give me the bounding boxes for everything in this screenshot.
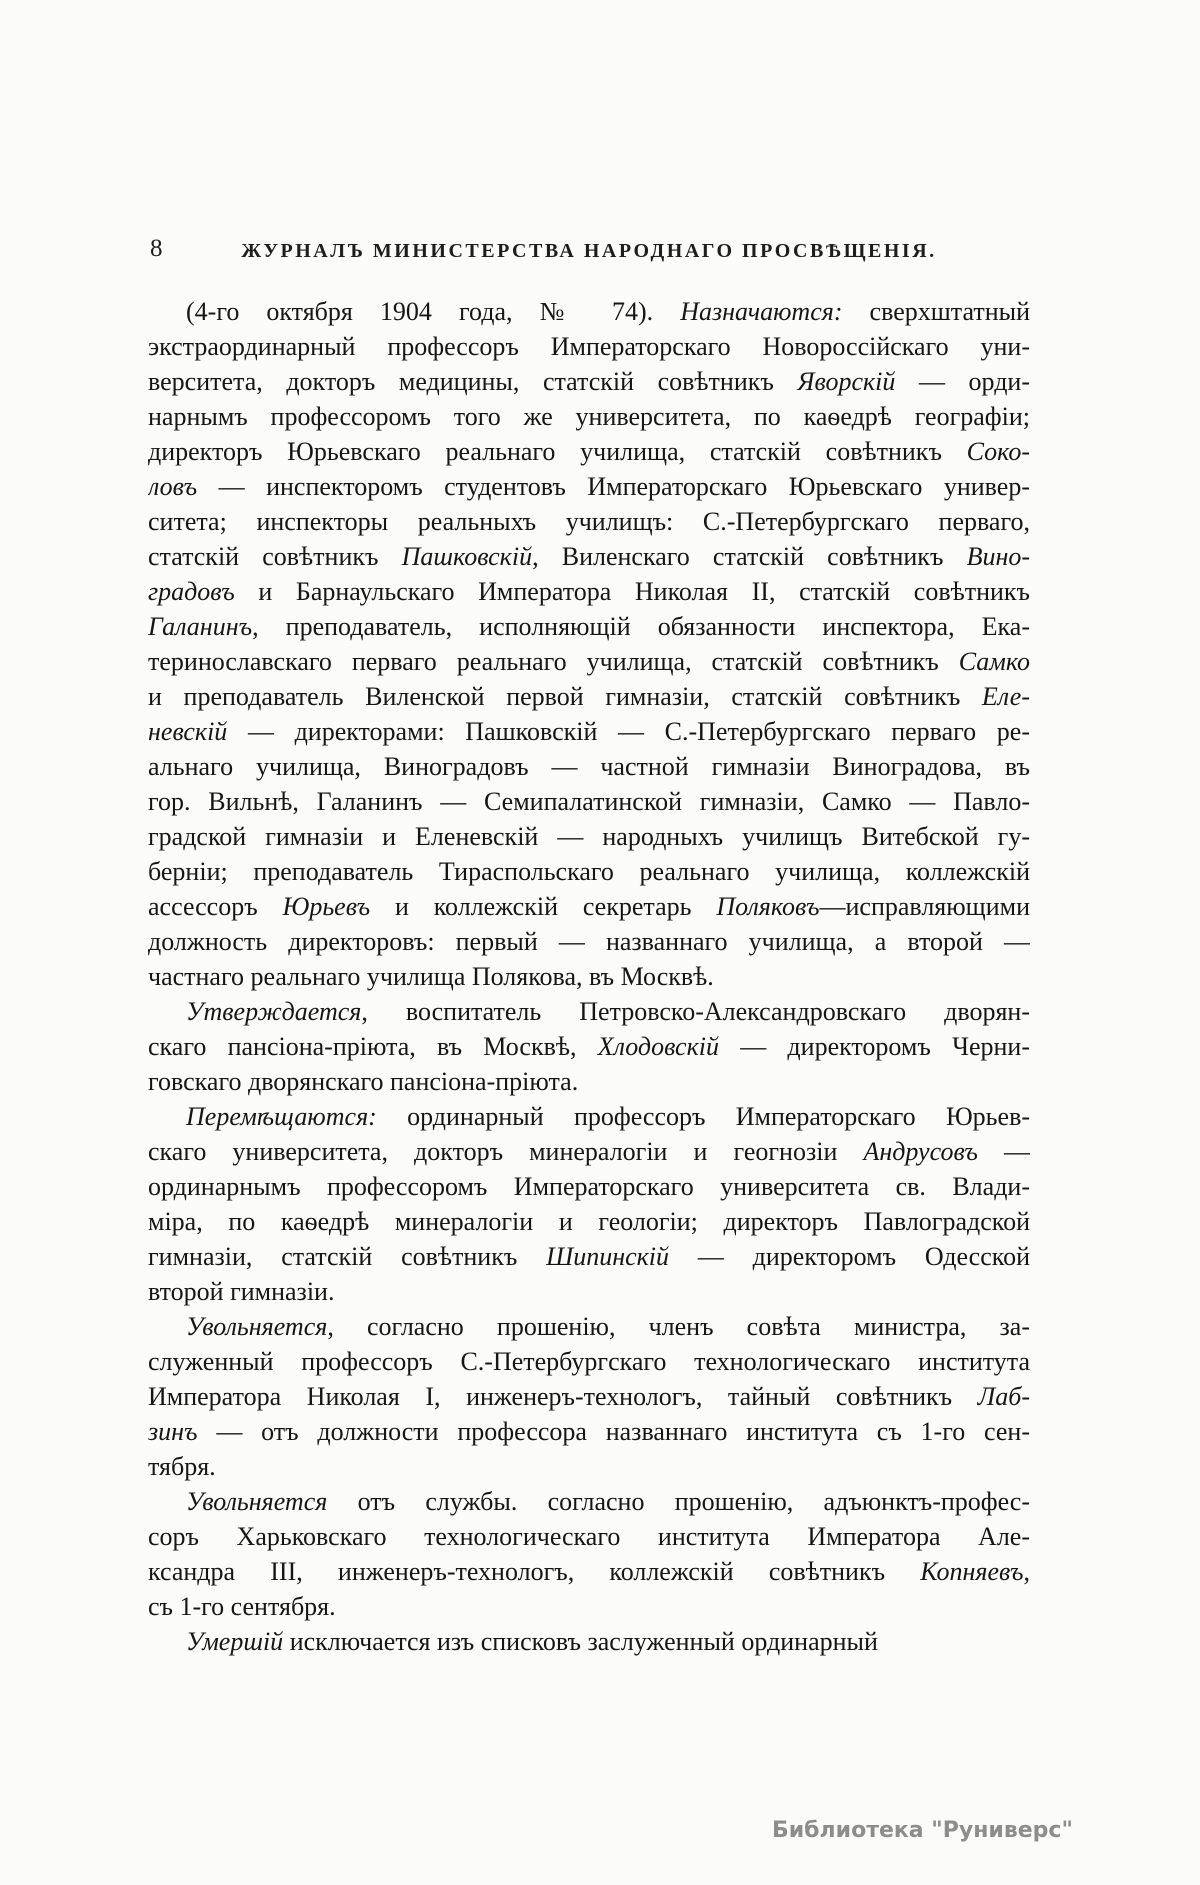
text-line [148,1204,1030,1239]
text-run: служенный профессоръ С.-Петербургскаго технологическаго института [148,1347,1030,1376]
text-line [148,1029,1030,1064]
text-line [148,1449,1030,1484]
text-run: говскаго дворянскаго пансіона-пріюта. [148,1067,579,1096]
text-line [148,784,1030,819]
text-line [148,1589,1030,1624]
journal-header: ЖУРНАЛЪ МИНИСТЕРСТВА НАРОДНАГО ПРОСВѢЩЕНІЯ. [241,240,937,262]
text-line [148,364,1030,399]
text-run: — [977,1137,1030,1166]
text-run: , [1023,1557,1030,1586]
text-run: гор. Вильнѣ, Галанинъ — Семипалатинской гимназіи, Самко — Павло- [148,787,1030,816]
text-line [148,1169,1030,1204]
page-number: 8 [150,235,163,262]
text-run: и Барнаульскаго Императора Николая II, статскій совѣтникъ [234,577,1030,606]
text-line [148,854,1030,889]
italic-text-run: Андрусовъ [863,1137,978,1166]
text-run: — директоромъ Одесской [669,1242,1030,1271]
paragraph [148,994,1030,1099]
text-run: нарнымъ профессоромъ того же университета, по каѳедрѣ географіи; [148,402,1030,431]
text-run: міра, по каѳедрѣ минералогіи и геологіи; директоръ Павлоградской [148,1207,1030,1236]
text-run: , Виленскаго статскій совѣтникъ [532,542,967,571]
text-run: и преподаватель Виленской первой гимназіи, статскій совѣтникъ [148,682,982,711]
text-run: градской гимназіи и Еленевскій — народныхъ училищъ Витебской гу- [148,822,1030,851]
text-run: — отъ должности профессора названнаго института съ 1-го сен- [197,1417,1030,1446]
text-run: скаго университета, докторъ минералогіи и геогнозіи [148,1137,864,1166]
text-run: исключается изъ списковъ заслуженный ординарный [283,1627,878,1656]
italic-text-run: Хлодовскій [597,1032,719,1061]
text-line [148,679,1030,714]
text-run: соръ Харьковскаго технологическаго института Императора Але- [148,1522,1030,1551]
italic-text-run: Увольняется [186,1312,328,1341]
text-line [148,1064,1030,1099]
text-run: ситета; инспекторы реальныхъ училищъ: С.-Петербургскаго перваго, [148,507,1030,536]
italic-text-run: Яворскій [797,367,896,396]
text-line [148,819,1030,854]
text-line [148,329,1030,364]
text-line [148,1309,1030,1344]
text-run: , согласно прошенію, членъ совѣта министра, за- [327,1312,1030,1341]
italic-text-run: Вино- [966,542,1030,571]
italic-text-run: Галанинъ [148,612,253,641]
text-line [148,504,1030,539]
italic-text-run: ловъ [148,472,198,501]
text-line [148,1414,1030,1449]
italic-text-run: Лаб- [977,1382,1030,1411]
text-line [148,889,1030,924]
text-run: ксандра III, инженеръ-технологъ, коллежскій совѣтникъ [148,1557,921,1586]
italic-text-run: Копняевъ [920,1557,1024,1586]
text-line [148,469,1030,504]
text-run: экстраординарный профессоръ Императорскаго Новороссійскаго уни- [148,332,1030,361]
text-line [148,994,1030,1029]
text-run: , воспитатель Петровско-Александровскаго дворян- [361,997,1030,1026]
text-run: статскій совѣтникъ [148,542,402,571]
text-line [148,1134,1030,1169]
paragraph [148,294,1030,994]
text-run: — инспекторомъ студентовъ Императорскаго Юрьевскаго универ- [197,472,1030,501]
text-run: — директорами: Пашковскій — С.-Петербургскаго перваго ре- [227,717,1030,746]
text-run: верситета, докторъ медицины, статскій совѣтникъ [148,367,798,396]
text-line [148,749,1030,784]
text-line [148,539,1030,574]
italic-text-run: градовъ [148,577,235,606]
text-run: (4-го октября 1904 года, № 74). [186,297,681,326]
text-line [148,1379,1030,1414]
italic-text-run: Умершій [186,1627,284,1656]
paragraph [148,1624,1030,1659]
text-run: теринославскаго перваго реальнаго училища, статскій совѣтникъ [148,647,959,676]
text-run: ординарный профессоръ Императорскаго Юрьев- [376,1102,1030,1131]
italic-text-run: Шипинскій [546,1242,670,1271]
text-line [148,959,1030,994]
text-line [148,1519,1030,1554]
italic-text-run: Поляковъ [716,892,820,921]
text-run: директоръ Юрьевскаго реальнаго училища, статскій совѣтникъ [148,437,967,466]
text-line [148,1484,1030,1519]
italic-text-run: Юрьевъ [282,892,371,921]
text-run: ассессоръ [148,892,283,921]
italic-text-run: Утверждается [186,997,362,1026]
text-line [148,1099,1030,1134]
text-run: — орди- [895,367,1030,396]
text-run: берніи; преподаватель Тираспольскаго реальнаго училища, коллежскій [148,857,1030,886]
text-run: второй гимназіи. [148,1277,335,1306]
italic-text-run: Еле- [981,682,1030,711]
text-run: альнаго училища, Виноградовъ — частной гимназіи Виноградова, въ [148,752,1030,781]
document-body [148,294,1030,1659]
text-run: сверхштатный [842,297,1030,326]
text-run: отъ службы. согласно прошенію, адъюнктъ-профес- [327,1487,1030,1516]
italic-text-run: Назначаются: [680,297,843,326]
paragraph [148,1484,1030,1624]
text-run: тября. [148,1452,216,1481]
text-line [148,1274,1030,1309]
text-line [148,644,1030,679]
text-run: ординарнымъ профессоромъ Императорскаго университета св. Влади- [148,1172,1030,1201]
italic-text-run: Самко [958,647,1030,676]
text-run: скаго пансіона-пріюта, въ Москвѣ, [148,1032,598,1061]
text-run: съ 1-го сентября. [148,1592,336,1621]
text-line [148,1344,1030,1379]
italic-text-run: Перемѣщаются: [186,1102,377,1131]
text-run: должность директоровъ: первый — названнаго училища, а второй — [148,927,1030,956]
italic-text-run: Пашковскій [401,542,533,571]
text-line [148,434,1030,469]
text-run: Императора Николая I, инженеръ-технологъ, тайный совѣтникъ [148,1382,978,1411]
library-watermark: Библиотека "Руниверс" [772,1818,1073,1843]
text-line [148,1554,1030,1589]
text-run: частнаго реальнаго училища Полякова, въ Москвѣ. [148,962,714,991]
text-run: и коллежскій секретарь [370,892,717,921]
paragraph [148,1099,1030,1309]
text-line [148,1239,1030,1274]
italic-text-run: невскій [148,717,228,746]
text-run: , преподаватель, исполняющій обязанности инспектора, Ека- [252,612,1030,641]
text-line [148,924,1030,959]
text-line [148,574,1030,609]
text-line [148,714,1030,749]
text-line [148,294,1030,329]
text-run: — директоромъ Черни- [718,1032,1030,1061]
text-line [148,399,1030,434]
text-run: гимназіи, статскій совѣтникъ [148,1242,547,1271]
italic-text-run: зинъ [148,1417,198,1446]
italic-text-run: Увольняется [186,1487,328,1516]
text-line [148,1624,1030,1659]
italic-text-run: Соко- [966,437,1030,466]
text-run: —исправляющими [819,892,1030,921]
paragraph [148,1309,1030,1484]
text-line [148,609,1030,644]
